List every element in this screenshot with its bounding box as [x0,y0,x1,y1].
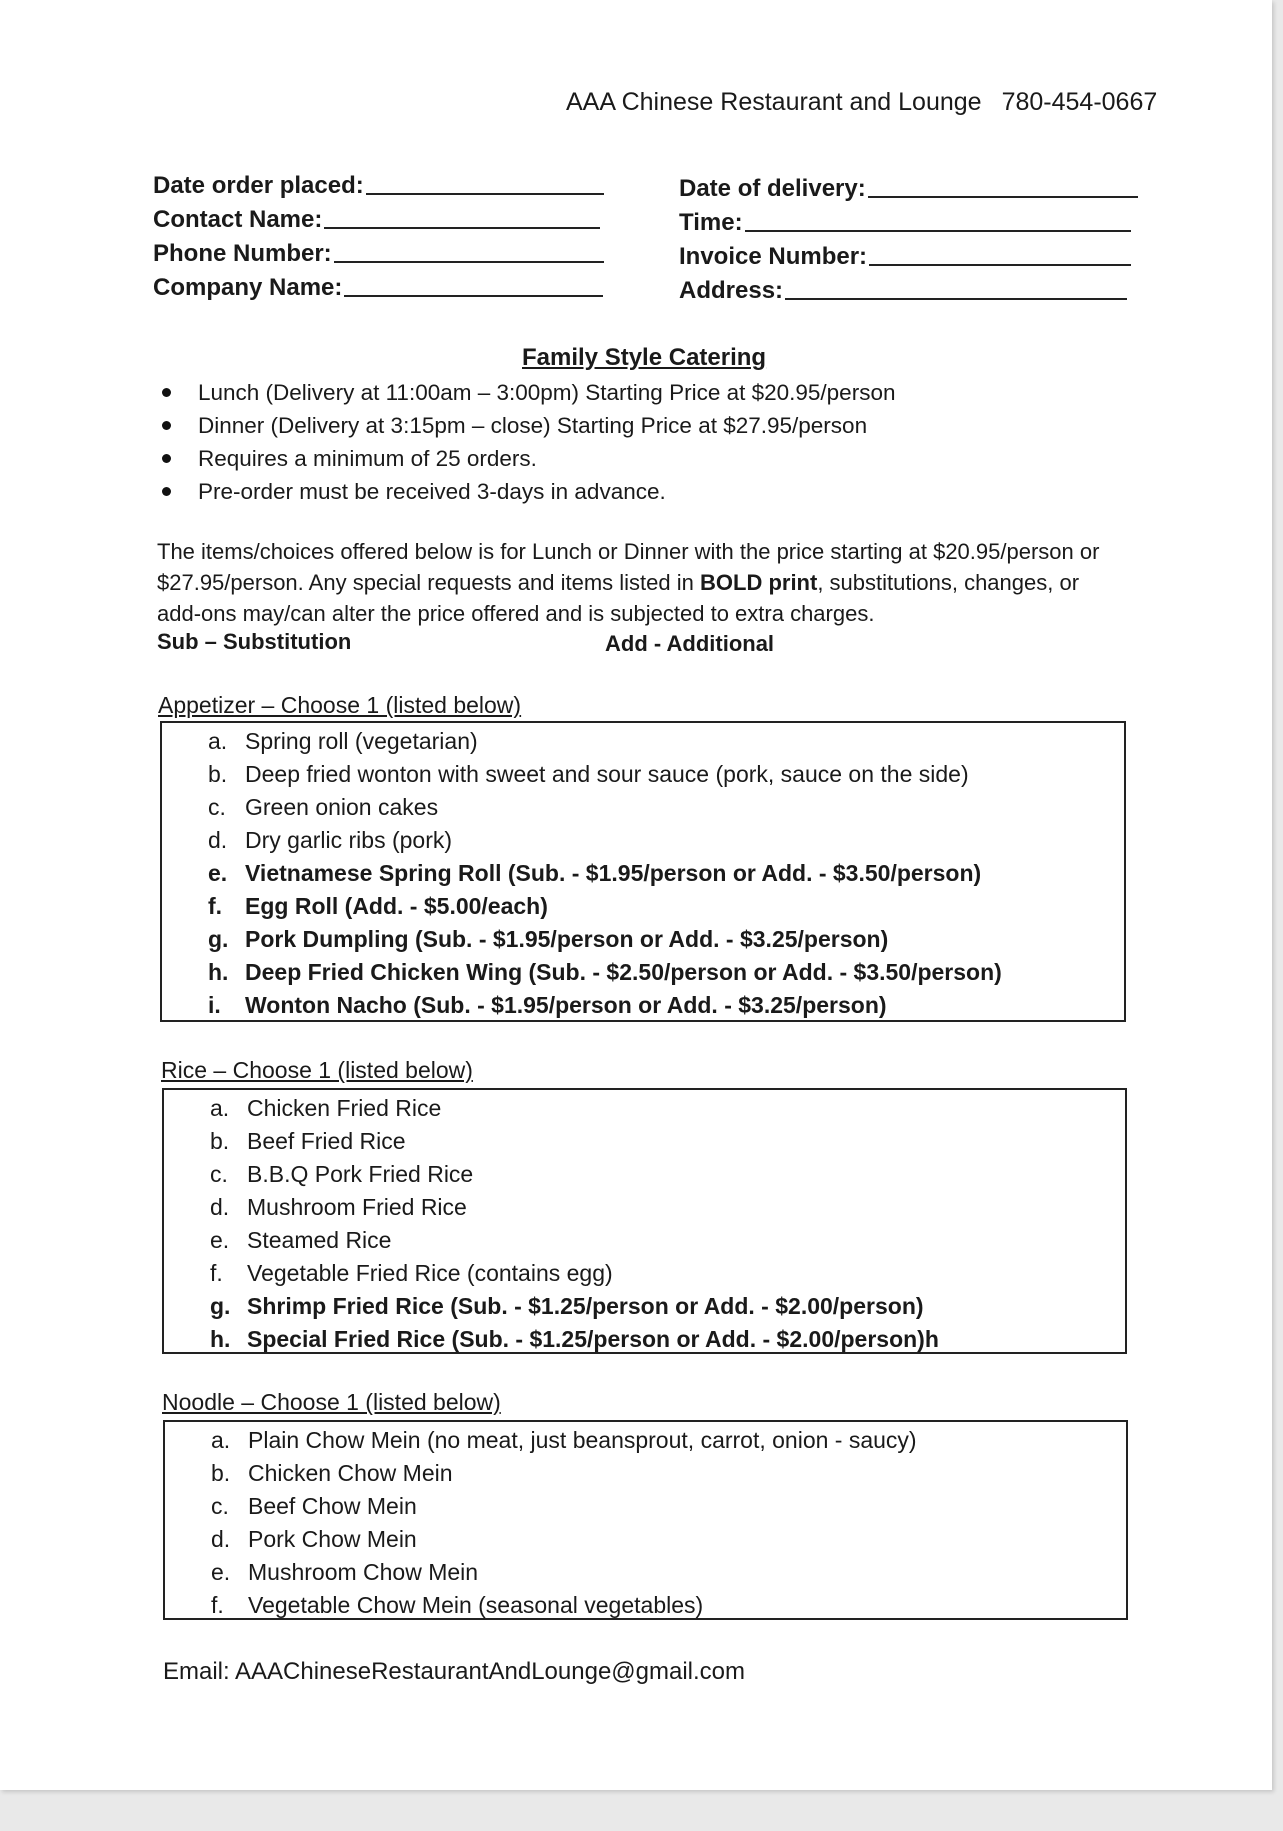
list-item[interactable]: e. Steamed Rice [210,1227,392,1253]
list-item[interactable]: e. Mushroom Chow Mein [211,1559,479,1585]
bullet-dot-icon [162,487,171,496]
restaurant-header [566,88,1157,117]
appetizer-options-list [208,725,1124,1022]
field-blank-line[interactable] [785,298,1127,300]
field-label: Date of delivery: [679,175,866,202]
catering-bullet-list [162,376,895,508]
field-blank-line[interactable] [745,230,1131,232]
bullet-dot-icon [162,388,171,397]
list-item[interactable]: i. Wonton Nacho (Sub. - $1.95/person or Add. - $3.25/person) [208,992,887,1018]
field-label: Phone Number: [153,240,332,267]
list-item[interactable]: h. Deep Fried Chicken Wing (Sub. - $2.50/person or Add. - $3.50/person) [208,959,1002,985]
bullet-item: Pre-order must be received 3-days in advance. [162,475,895,508]
appetizer-options-box [160,721,1126,1022]
pricing-note: The items/choices offered below is for Lunch or Dinner with the price starting at $20.95/person or $27.95/person. Any special requests and items listed in BOLD print, substitutions, changes, or add-ons may/can alter the price offered and is subjected to extra charges. [157,539,1100,626]
bold-print-emphasis: BOLD print [700,570,818,595]
field-address[interactable] [679,277,1127,305]
field-label: Time: [679,209,743,236]
field-company-name[interactable] [153,274,603,302]
field-label: Date order placed: [153,172,364,199]
restaurant-phone: 780-454-0667 [1001,88,1158,116]
field-blank-line[interactable] [324,227,600,229]
restaurant-name: AAA Chinese Restaurant and Lounge [566,88,982,116]
field-blank-line[interactable] [334,261,604,263]
catering-title: Family Style Catering [522,344,767,371]
bullet-dot-icon [162,421,171,430]
field-blank-line[interactable] [868,196,1138,198]
field-invoice-number[interactable] [679,243,1131,271]
list-item[interactable]: g. Shrimp Fried Rice (Sub. - $1.25/person or Add. - $2.00/person) [210,1293,924,1319]
list-item[interactable]: c. Beef Chow Mein [211,1493,417,1519]
field-label: Company Name: [153,274,343,301]
noodle-section-title: Noodle – Choose 1 (listed below) [162,1389,501,1415]
bullet-dot-icon [162,454,171,463]
list-item[interactable]: d. Pork Chow Mein [211,1526,417,1552]
list-item[interactable]: e. Vietnamese Spring Roll (Sub. - $1.95/person or Add. - $3.50/person) [208,860,982,886]
bullet-item: Lunch (Delivery at 11:00am – 3:00pm) Starting Price at $20.95/person [162,376,895,409]
list-item[interactable]: f. Egg Roll (Add. - $5.00/each) [208,893,548,919]
list-item[interactable]: c. Green onion cakes [208,794,439,820]
list-item[interactable]: g. Pork Dumpling (Sub. - $1.95/person or Add. - $3.25/person) [208,926,889,952]
list-item[interactable]: a. Spring roll (vegetarian) [208,728,478,754]
field-label: Contact Name: [153,206,323,233]
field-blank-line[interactable] [366,193,604,195]
field-contact-name[interactable] [153,206,600,234]
rice-section-title: Rice – Choose 1 (listed below) [161,1057,473,1083]
list-item[interactable]: a. Plain Chow Mein (no meat, just beansprout, carrot, onion - saucy) [211,1427,917,1453]
noodle-options-box [163,1420,1128,1620]
list-item[interactable]: c. B.B.Q Pork Fried Rice [210,1161,474,1187]
legend-substitution: Sub – Substitution [157,629,352,654]
field-time[interactable] [679,209,1131,237]
legend-additional: Add - Additional [605,631,775,656]
field-blank-line[interactable] [344,295,603,297]
list-item[interactable]: b. Chicken Chow Mein [211,1460,453,1486]
list-item[interactable]: f. Vegetable Chow Mein (seasonal vegetables) [211,1592,704,1618]
list-item[interactable]: h. Special Fried Rice (Sub. - $1.25/person or Add. - $2.00/person)h [210,1326,939,1352]
list-item[interactable]: b. Deep fried wonton with sweet and sour sauce (pork, sauce on the side) [208,761,969,787]
list-item[interactable]: a. Chicken Fried Rice [210,1095,442,1121]
bullet-item: Requires a minimum of 25 orders. [162,442,895,475]
list-item[interactable]: f. Vegetable Fried Rice (contains egg) [210,1260,613,1286]
bullet-item: Dinner (Delivery at 3:15pm – close) Starting Price at $27.95/person [162,409,895,442]
list-item[interactable]: b. Beef Fried Rice [210,1128,406,1154]
field-label: Invoice Number: [679,243,868,270]
field-date-order-placed[interactable] [153,172,604,200]
noodle-options-list [211,1424,1126,1622]
list-item[interactable]: d. Dry garlic ribs (pork) [208,827,453,853]
field-phone-number[interactable] [153,240,604,268]
appetizer-section-title: Appetizer – Choose 1 (listed below) [158,692,522,718]
field-label: Address: [679,277,784,304]
rice-options-box [162,1088,1127,1354]
field-date-of-delivery[interactable] [679,175,1138,203]
field-blank-line[interactable] [869,264,1131,266]
contact-email: Email: AAAChineseRestaurantAndLounge@gmail.com [163,1658,746,1685]
rice-options-list [210,1092,1125,1356]
list-item[interactable]: d. Mushroom Fried Rice [210,1194,467,1220]
